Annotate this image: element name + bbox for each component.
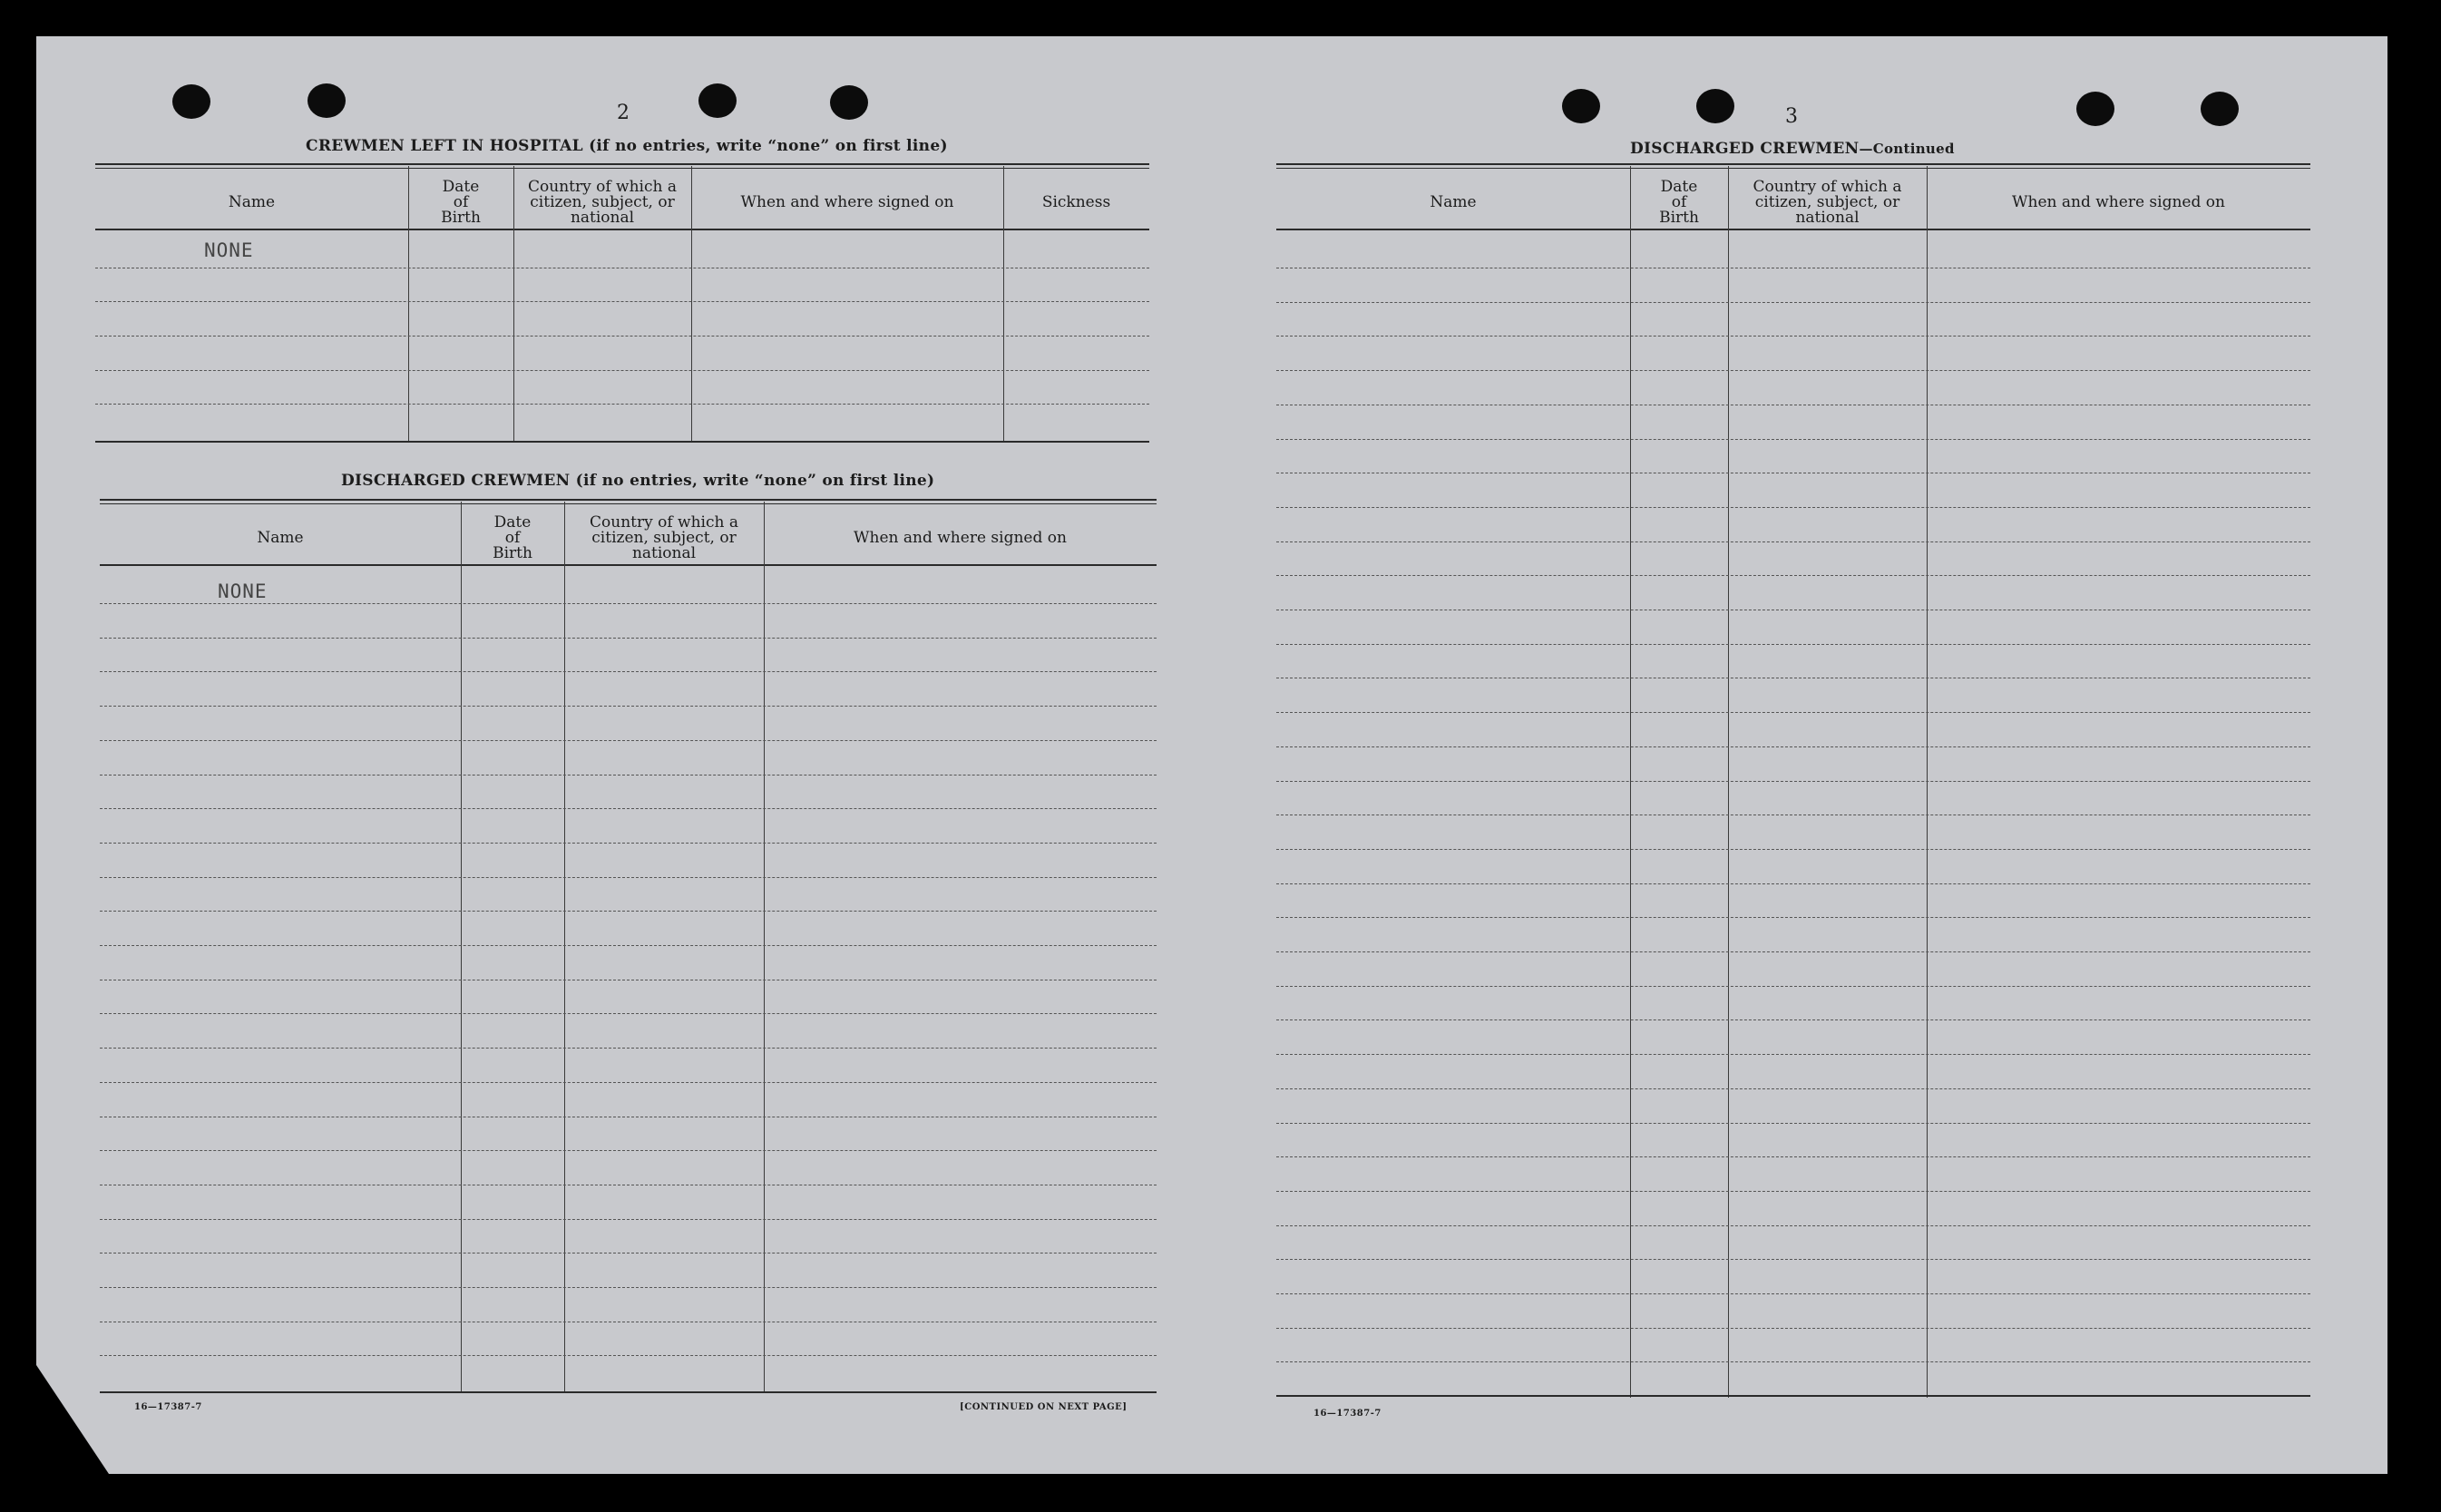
table-row bbox=[1276, 1293, 2310, 1294]
table-row bbox=[1276, 1191, 2310, 1192]
table-row bbox=[1276, 746, 2310, 747]
column-divider bbox=[1630, 166, 1631, 1398]
table-row bbox=[1276, 1054, 2310, 1055]
punch-hole bbox=[2076, 92, 2114, 126]
table-row bbox=[100, 1355, 1157, 1356]
table-row bbox=[100, 671, 1157, 672]
discharged-table bbox=[100, 499, 1157, 1397]
table-row bbox=[100, 911, 1157, 912]
table-row bbox=[100, 877, 1157, 878]
table-row bbox=[1276, 849, 2310, 850]
table-row bbox=[100, 1150, 1157, 1151]
table-row bbox=[100, 808, 1157, 809]
table-row bbox=[100, 843, 1157, 844]
header-rule bbox=[1276, 229, 2310, 230]
punch-hole bbox=[1696, 89, 1734, 123]
table-row bbox=[1276, 1259, 2310, 1260]
table-row bbox=[1276, 1156, 2310, 1157]
table-row bbox=[1276, 1019, 2310, 1020]
table-row bbox=[1276, 507, 2310, 508]
form-number: 16—17387-7 bbox=[134, 1402, 202, 1412]
column-divider bbox=[691, 166, 692, 443]
punch-hole bbox=[1562, 89, 1600, 123]
table-row bbox=[1276, 917, 2310, 918]
table-row bbox=[100, 1287, 1157, 1288]
hospital-note: (if no entries, write “none” on first line) bbox=[589, 137, 948, 155]
discharged-section-title bbox=[341, 472, 934, 490]
table-row bbox=[100, 1082, 1157, 1083]
table-row bbox=[100, 1013, 1157, 1014]
discharged-note: (if no entries, write “none” on first line) bbox=[575, 472, 935, 490]
table-row bbox=[1276, 951, 2310, 952]
discharged-continued-label: DISCHARGED CREWMEN bbox=[1630, 140, 1860, 158]
column-divider bbox=[564, 502, 565, 1392]
table-top-rule bbox=[100, 499, 1157, 504]
discharged-continued-title bbox=[1630, 140, 1955, 158]
punch-hole bbox=[172, 84, 210, 119]
punch-hole bbox=[698, 83, 737, 118]
page-number: 2 bbox=[617, 102, 630, 124]
header-rule bbox=[95, 229, 1149, 230]
column-divider bbox=[764, 502, 765, 1392]
header-country: Country of which a citizen, subject, or national bbox=[1753, 177, 1902, 227]
table-row bbox=[100, 1219, 1157, 1220]
table-row bbox=[1276, 1123, 2310, 1124]
table-top-rule bbox=[1276, 163, 2310, 169]
table-row bbox=[95, 370, 1149, 371]
header-name: Name bbox=[228, 192, 276, 211]
page-number: 3 bbox=[1785, 105, 1798, 128]
header-country: Country of which a citizen, subject, or national bbox=[590, 512, 738, 562]
header-date-of-birth: Date of Birth bbox=[493, 512, 532, 562]
hospital-section-title bbox=[306, 137, 948, 155]
header-name: Name bbox=[1430, 192, 1477, 211]
column-divider bbox=[408, 166, 409, 443]
table-row bbox=[1276, 302, 2310, 303]
hospital-title: CREWMEN LEFT IN HOSPITAL bbox=[306, 137, 583, 155]
table-bottom-rule bbox=[1276, 1395, 2310, 1397]
table-row bbox=[1276, 439, 2310, 440]
column-divider bbox=[1927, 166, 1928, 1398]
table-row bbox=[1276, 370, 2310, 371]
table-bottom-rule bbox=[95, 441, 1149, 443]
header-date-of-birth: Date of Birth bbox=[441, 177, 481, 227]
table-row bbox=[100, 706, 1157, 707]
header-signed-on: When and where signed on bbox=[740, 192, 954, 211]
column-divider bbox=[1003, 166, 1004, 443]
hospital-table bbox=[95, 163, 1149, 444]
table-row bbox=[95, 336, 1149, 337]
punch-hole bbox=[308, 83, 346, 118]
discharged-continued-table bbox=[1276, 163, 2310, 1397]
table-row bbox=[1276, 575, 2310, 576]
table-bottom-rule bbox=[100, 1391, 1157, 1393]
discharged-title: DISCHARGED CREWMEN bbox=[341, 472, 571, 490]
table-row bbox=[1276, 1328, 2310, 1329]
table-row bbox=[100, 775, 1157, 776]
continued-suffix: —Continued bbox=[1859, 141, 1955, 157]
header-signed-on: When and where signed on bbox=[2012, 192, 2225, 211]
table-row bbox=[1276, 541, 2310, 542]
table-row bbox=[1276, 1361, 2310, 1362]
header-rule bbox=[100, 564, 1157, 566]
column-divider bbox=[1728, 166, 1729, 1398]
table-row bbox=[100, 603, 1157, 604]
discharged-entry: NONE bbox=[218, 580, 268, 602]
table-row bbox=[100, 1048, 1157, 1049]
table-row bbox=[1276, 1088, 2310, 1089]
continued-note: [CONTINUED ON NEXT PAGE] bbox=[960, 1402, 1128, 1412]
table-top-rule bbox=[95, 163, 1149, 169]
table-row bbox=[1276, 986, 2310, 987]
punch-hole bbox=[830, 85, 868, 120]
header-country: Country of which a citizen, subject, or national bbox=[528, 177, 677, 227]
table-row bbox=[1276, 336, 2310, 337]
table-row bbox=[100, 945, 1157, 946]
table-row bbox=[1276, 644, 2310, 645]
table-row bbox=[1276, 1225, 2310, 1226]
hospital-entry: NONE bbox=[204, 239, 254, 261]
form-number: 16—17387-7 bbox=[1313, 1409, 1382, 1419]
table-row bbox=[95, 404, 1149, 405]
column-divider bbox=[513, 166, 514, 443]
table-row bbox=[95, 301, 1149, 302]
table-row bbox=[100, 638, 1157, 639]
column-divider bbox=[461, 502, 462, 1392]
header-date-of-birth: Date of Birth bbox=[1659, 177, 1699, 227]
punch-hole bbox=[2201, 92, 2239, 126]
table-row bbox=[1276, 781, 2310, 782]
header-name: Name bbox=[257, 528, 304, 547]
header-sickness: Sickness bbox=[1041, 192, 1111, 211]
table-row bbox=[100, 740, 1157, 741]
torn-corner bbox=[36, 1365, 109, 1474]
header-signed-on: When and where signed on bbox=[854, 528, 1067, 547]
table-row bbox=[1276, 883, 2310, 884]
table-row bbox=[1276, 712, 2310, 713]
